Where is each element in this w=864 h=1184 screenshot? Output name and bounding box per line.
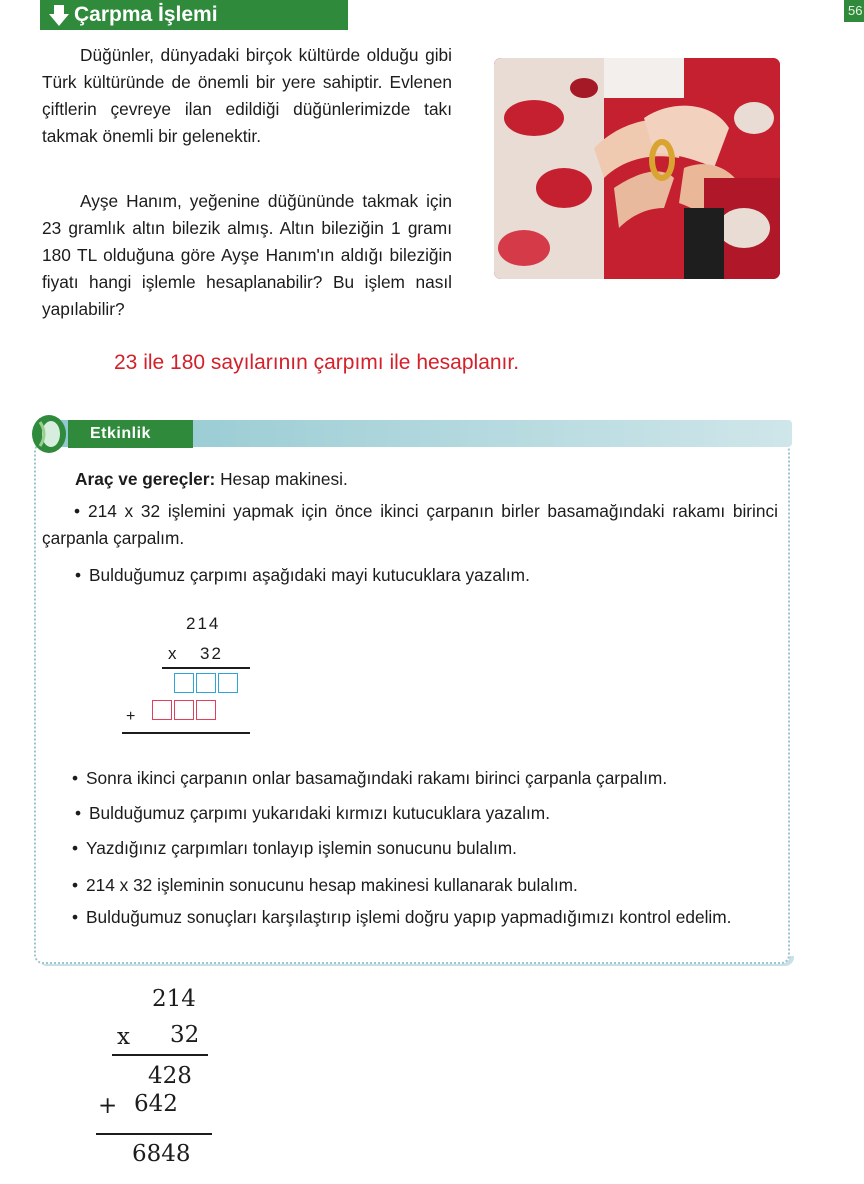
printed-times-sign: x bbox=[168, 644, 179, 663]
blue-answer-boxes[interactable] bbox=[174, 673, 240, 693]
red-box[interactable] bbox=[152, 700, 172, 720]
solution-partial-2: 642 bbox=[134, 1091, 178, 1117]
section-title: Çarpma İşlemi bbox=[74, 3, 218, 26]
red-box[interactable] bbox=[174, 700, 194, 720]
activity-step-5: • Yazdığınız çarpımları tonlayıp işlemin sonucunu bulalım. bbox=[72, 838, 517, 858]
solution-rule-2 bbox=[96, 1133, 212, 1135]
activity-step-1: • 214 x 32 işlemini yapmak için önce ikinci çarpanın birler basamağındaki rakamı birinci çarpanla çarpalım. bbox=[42, 501, 778, 548]
activity-leaf-icon bbox=[28, 412, 70, 456]
activity-label: Etkinlik bbox=[90, 425, 151, 442]
intro-paragraph-1: Düğünler, dünyadaki birçok kültürde olduğu gibi Türk kültüründe de önemli bir yere sahiptir. Evlenen çiftlerin çevreye ilan edildiği düğünlerimizde takı takmak önemli bir gelenektir. bbox=[42, 45, 452, 146]
blue-box[interactable] bbox=[174, 673, 194, 693]
solution-multiplier: 32 bbox=[170, 1022, 200, 1048]
printed-multiplicand: 214 bbox=[186, 614, 221, 633]
solution-plus-sign: + bbox=[98, 1093, 118, 1119]
solution-multiplicand: 214 bbox=[152, 986, 196, 1012]
tools-line: Araç ve gereçler: Hesap makinesi. bbox=[75, 469, 348, 489]
solution-result: 6848 bbox=[132, 1141, 191, 1167]
answer-text: 23 ile 180 sayılarının çarpımı ile hesaplanır. bbox=[114, 351, 520, 374]
printed-rule-1 bbox=[162, 667, 250, 669]
solution-times-sign: x bbox=[117, 1024, 130, 1050]
printed-multiplier: 32 bbox=[200, 644, 223, 663]
solution-partial-1: 428 bbox=[148, 1063, 192, 1089]
printed-plus-sign: + bbox=[126, 708, 138, 725]
wedding-bracelet-photo bbox=[494, 58, 780, 279]
page-number: 56 bbox=[844, 0, 864, 22]
activity-step-4: • Bulduğumuz çarpımı yukarıdaki kırmızı kutucuklara yazalım. bbox=[75, 803, 550, 823]
printed-rule-2 bbox=[122, 732, 250, 734]
down-arrow-icon bbox=[48, 3, 70, 27]
solution-rule-1 bbox=[112, 1054, 208, 1056]
blue-box[interactable] bbox=[196, 673, 216, 693]
blue-box[interactable] bbox=[218, 673, 238, 693]
intro-paragraph-2: Ayşe Hanım, yeğenine düğününde takmak için 23 gramlık altın bilezik almış. Altın bileziğin 1 gramı 180 TL olduğuna göre Ayşe Hanım'ın aldığı bileziğin fiyatı hangi işlemle hesaplanabilir? Bu işlem nasıl yapılabilir? bbox=[42, 191, 452, 319]
activity-step-2: • Bulduğumuz çarpımı aşağıdaki mayi kutucuklara yazalım. bbox=[75, 565, 530, 585]
activity-step-7: • Bulduğumuz sonuçları karşılaştırıp işlemi doğru yapıp yapmadığımızı kontrol edelim. bbox=[72, 907, 732, 927]
activity-step-3: • Sonra ikinci çarpanın onlar basamağındaki rakamı birinci çarpanla çarpalım. bbox=[72, 768, 668, 788]
activity-step-6: • 214 x 32 işleminin sonucunu hesap makinesi kullanarak bulalım. bbox=[72, 875, 578, 895]
red-box[interactable] bbox=[196, 700, 216, 720]
red-answer-boxes[interactable] bbox=[152, 700, 218, 720]
